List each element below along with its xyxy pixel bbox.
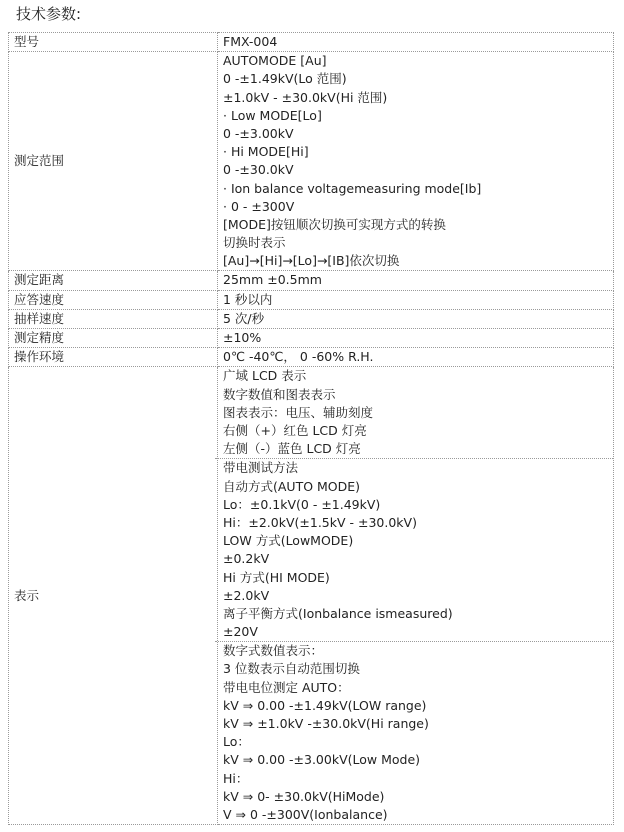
row-label-accuracy: 测定精度	[9, 329, 218, 348]
value-line: 数字数值和图表表示	[223, 386, 336, 402]
row-value-distance	[218, 271, 614, 290]
row-label-response: 应答速度	[9, 290, 218, 309]
value-line: 右侧（+）红色 LCD 灯亮	[223, 423, 367, 439]
value-line: 25mm ±0.5mm	[223, 272, 322, 288]
value-line: 自动方式(AUTO MODE)	[223, 478, 361, 494]
value-line: 0 -±1.49kV(Lo 范围)	[223, 71, 347, 87]
value-line: FMX-004	[223, 34, 278, 49]
value-line: ±1.0kV - ±30.0kV(Hi 范围)	[223, 89, 388, 105]
table-row	[9, 271, 614, 290]
value-line: 0 -±30.0kV	[223, 162, 294, 178]
value-line: 离子平衡方式(Ionbalance ismeasured)	[223, 605, 453, 621]
value-line: [MODE]按钮顺次切换可实现方式的转换	[223, 216, 446, 232]
value-line: 图表表示：电压、辅助刻度	[223, 404, 374, 420]
value-line: 3 位数表示自动范围切换	[223, 661, 360, 677]
value-line: 1 秒以内	[223, 291, 273, 307]
row-label-sampling: 抽样速度	[9, 309, 218, 328]
value-line: Hi：±2.0kV(±1.5kV - ±30.0kV)	[223, 514, 417, 530]
value-line: · 0 - ±300V	[223, 198, 295, 214]
value-line: Lo：±0.1kV(0 - ±1.49kV)	[223, 496, 381, 512]
table-row	[9, 290, 614, 309]
value-line: 0 -±3.00kV	[223, 125, 294, 141]
page-title: 技术参数:	[16, 5, 82, 23]
row-value-accuracy	[218, 329, 614, 348]
row-label-range: 测定范围	[9, 52, 218, 271]
value-line: AUTOMODE [Au]	[223, 53, 327, 69]
value-line: kV ⇒ 0.00 -±3.00kV(Low Mode)	[223, 752, 421, 768]
row-label-model: 型号	[9, 33, 218, 52]
table-row	[9, 348, 614, 367]
display-block-lcd	[223, 367, 613, 458]
row-value-response	[218, 290, 614, 309]
row-value-range	[218, 52, 614, 271]
value-line: 带电测试方法	[223, 460, 299, 476]
value-line: 左侧（-）蓝色 LCD 灯亮	[223, 441, 361, 457]
value-line: · Hi MODE[Hi]	[223, 144, 309, 160]
value-line: Hi 方式(HI MODE)	[223, 569, 330, 585]
display-block-charge-test	[215, 458, 613, 641]
row-label-display: 表示	[9, 367, 218, 825]
table-row	[9, 33, 614, 52]
value-line: ±20V	[223, 624, 258, 640]
row-value-display	[218, 367, 614, 825]
value-line: 0℃ -40℃， 0 -60% R.H.	[223, 349, 374, 365]
value-line: kV ⇒ 0- ±30.0kV(HiMode)	[223, 788, 385, 804]
value-line: Lo：	[223, 734, 250, 750]
value-line: kV ⇒ ±1.0kV -±30.0kV(Hi range)	[223, 716, 429, 732]
value-line: 切换时表示	[223, 235, 286, 251]
table-row	[9, 52, 614, 271]
value-line: ±0.2kV	[223, 551, 270, 567]
value-line: ±10%	[223, 330, 262, 346]
value-line: 带电电位测定 AUTO：	[223, 679, 350, 695]
value-line: V ⇒ 0 -±300V(Ionbalance)	[223, 806, 388, 822]
row-value-environment	[218, 348, 614, 367]
table-row	[9, 309, 614, 328]
table-row	[9, 367, 614, 825]
value-line: 数字式数值表示：	[223, 643, 324, 659]
value-line: 5 次/秒	[223, 310, 265, 326]
value-line: Hi：	[223, 770, 249, 786]
row-label-environment: 操作环境	[9, 348, 218, 367]
row-value-sampling	[218, 309, 614, 328]
spec-table	[8, 32, 614, 825]
value-line: ±2.0kV	[223, 587, 270, 603]
row-label-distance: 测定距离	[9, 271, 218, 290]
table-row	[9, 329, 614, 348]
value-line: · Low MODE[Lo]	[223, 107, 322, 123]
value-line: [Au]→[Hi]→[Lo]→[IB]依次切换	[223, 253, 400, 269]
value-line: kV ⇒ 0.00 -±1.49kV(LOW range)	[223, 697, 427, 713]
value-line: · Ion balance voltagemeasuring mode[Ib]	[223, 180, 482, 196]
row-value-model	[218, 33, 614, 52]
value-line: 广域 LCD 表示	[223, 368, 307, 384]
display-block-digital	[215, 641, 613, 824]
value-line: LOW 方式(LowMODE)	[223, 533, 354, 549]
